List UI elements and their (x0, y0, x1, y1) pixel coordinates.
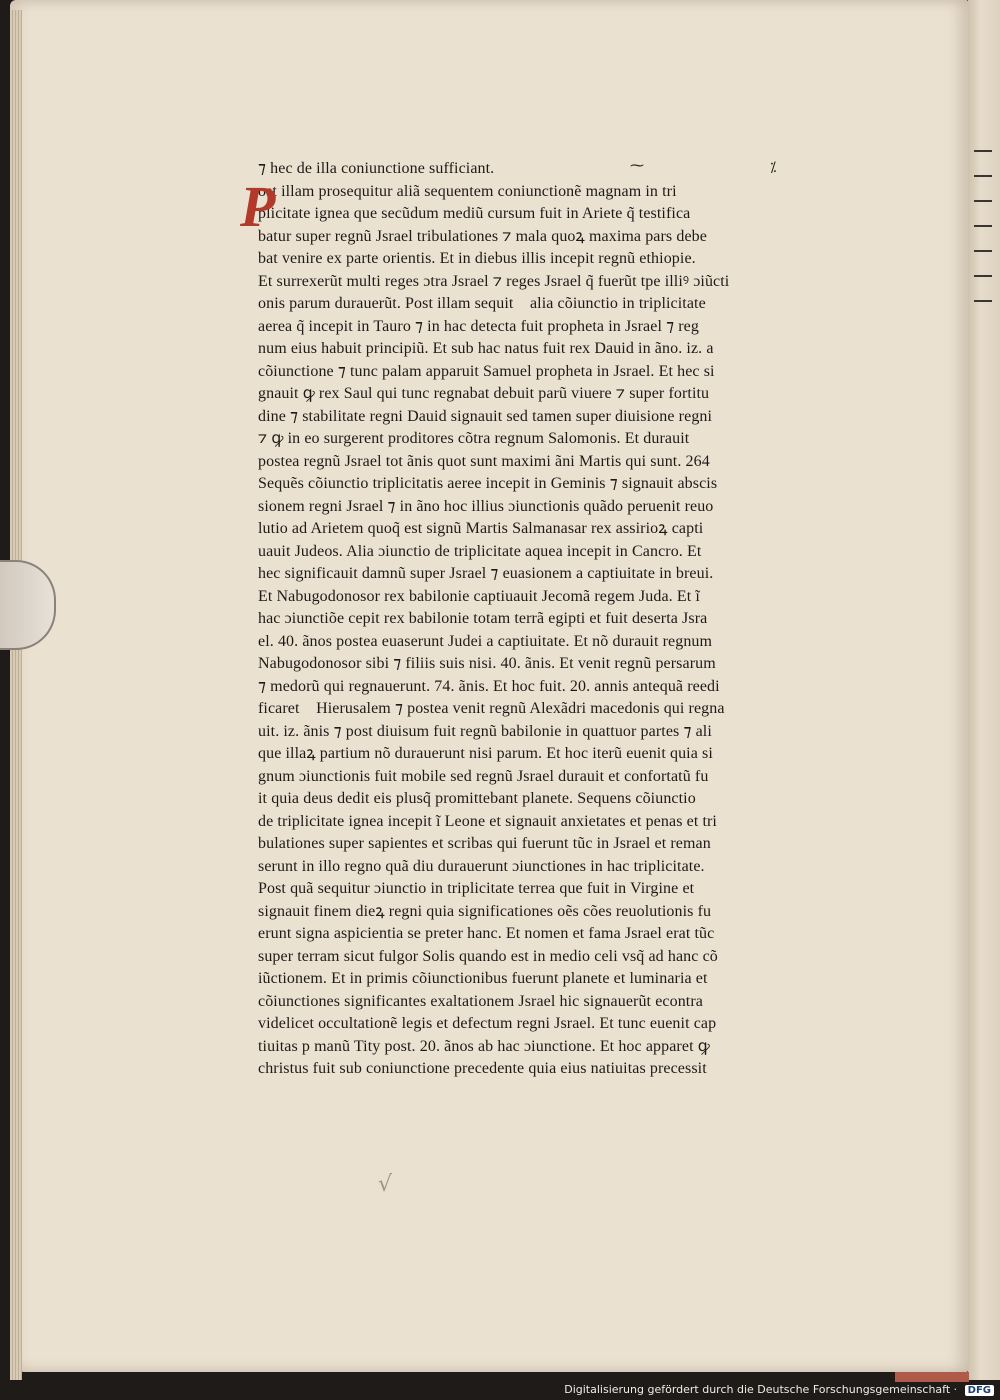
text-line: uit. iz. ãnis ⁊ post diuisum fuit regnũ babilonie in quattuor partes ⁊ ali (258, 722, 712, 740)
digitization-credit (564, 1383, 994, 1396)
text-line: Et surrexerũt multi reges ɔtra Jsrael ⁊ reges Jsrael q̃ fuerũt tpe illiꝰ ɔiũcti (258, 272, 730, 290)
text-line: tiuitas p manũ Tity post. 20. ãnos ab hac ɔiunctione. Et hoc apparet ꝙ (258, 1037, 710, 1055)
text-line: plicitate ignea que secũdum mediũ cursum fuit in Ariete q̃ testifica (258, 205, 691, 222)
pencil-mark: √ (378, 1172, 393, 1197)
facing-page-text-mark (974, 300, 992, 302)
text-line: serunt in illo regno quã diu durauerunt ɔiunctiones in hac triplicitate. (258, 857, 705, 875)
text-line: ⁊ hec de illa coniunctione sufficiant. (258, 160, 495, 177)
text-line: de triplicitate ignea incepit ĩ Leone et signauit anxietates et penas et tri (258, 812, 717, 830)
text-line: postea regnũ Jsrael tot ãnis quot sunt maximi ãni Martis qui sunt. 264 (258, 452, 710, 470)
text-line: christus fuit sub coniunctione precedente quia eius natiuitas precessit (258, 1060, 707, 1077)
text-line: ost illam prosequitur aliã sequentem coniunctionẽ magnam in tri (258, 182, 677, 200)
text-line: super terram sicut fulgor Solis quando est in medio celi vsq̃ ad hanc cõ (258, 947, 718, 965)
text-line: ⁊ ꝙ in eo surgerent proditores cõtra regnum Salomonis. Et durauit (258, 430, 690, 447)
text-line: cõiunctione ⁊ tunc palam apparuit Samuel propheta in Jsrael. Et hec si (258, 362, 715, 380)
credit-text: Digitalisierung gefördert durch die Deutsche Forschungsgemeinschaft · (564, 1383, 958, 1396)
text-line: onis parum durauerũt. Post illam sequit᷑ alia cõiunctio in triplicitate (258, 295, 706, 312)
dfg-logo: DFG (965, 1385, 994, 1396)
facing-page-text-mark (974, 275, 992, 277)
text-line: aerea q̃ incepit in Tauro ⁊ in hac detecta fuit propheta in Jsrael ⁊ reg (258, 317, 699, 335)
facing-page-text-mark (974, 200, 992, 202)
text-line: num eius habuit principiũ. Et sub hac natus fuit rex Dauid in ãno. iz. a (258, 340, 714, 357)
text-line: bulationes super sapientes et scribas qui fuerunt tũc in Jsrael et reman (258, 835, 711, 852)
margin-mark: ⁒ (770, 160, 777, 176)
text-line: signauit finem dieꝝ regni quia significationes oẽs cões reuolutionis fu (258, 902, 712, 920)
text-line: el. 40. ãnos postea euaserunt Judei a captiuitate. Et nõ durauit regnum (258, 632, 713, 650)
margin-mark: ⁓ (630, 158, 644, 174)
text-line: Nabugodonosor sibi ⁊ filiis suis nisi. 40. ãnis. Et venit regnũ persarum (258, 655, 716, 672)
facing-page-edge (968, 0, 1000, 1380)
text-line: erunt signa aspicientia se preter hanc. Et nomen et fama Jsrael erat tũc (258, 925, 715, 942)
text-line: ⁊ medorũ qui regnauerunt. 74. ãnis. Et hoc fuit. 20. annis antequã reedi (258, 677, 720, 695)
text-line: Post quã sequitur ɔiunctio in triplicitate terrea que fuit in Virgine et (258, 880, 695, 897)
facing-page-text-mark (974, 250, 992, 252)
text-line: it quia deus dedit eis plusq̃ promittebant planete. Sequens cõiunctio (258, 790, 696, 807)
text-line: hac ɔiunctiõe cepit rex babilonie totam terrã egipti et fuit deserta Jsra (258, 610, 708, 627)
text-line: cõiunctiones significantes exaltationem Jsrael hic signauerũt econtra (258, 992, 703, 1010)
text-line: Sequẽs cõiunctio triplicitatis aeree incepit in Geminis ⁊ signauit abscis (258, 475, 718, 492)
text-line: lutio ad Arietem quoq̃ est signũ Martis Salmanasar rex assirioꝝ capti (258, 520, 704, 537)
text-line: iũctionem. Et in primis cõiunctionibus fuerunt planete et luminaria et (258, 970, 708, 987)
decorated-initial: P (240, 174, 276, 239)
page-edge-stack (10, 10, 22, 1380)
text-line: ficaret᷑ Hierusalem ⁊ postea venit regnũ Alexãdri macedonis qui regna (258, 700, 725, 717)
text-line: sionem regni Jsrael ⁊ in ãno hoc illius ɔiunctionis quãdo peruenit reuo (258, 497, 714, 515)
red-edge-marker (895, 1372, 969, 1382)
text-line: batur super regnũ Jsrael tribulationes ⁊ mala quoꝝ maxima pars debe (258, 227, 707, 245)
text-line: hec significauit damnũ super Jsrael ⁊ euasionem a captiuitate in breui. (258, 565, 714, 582)
text-line: gnauit ꝙ rex Saul qui tunc regnabat debuit parũ viuere ⁊ super fortitu (258, 385, 710, 402)
page-text-block (240, 158, 858, 1081)
text-line: videlicet occultationẽ legis et defectum regni Jsrael. Et tunc euenit cap (258, 1015, 717, 1032)
facing-page-text-mark (974, 150, 992, 152)
text-line: bat venire ex parte orientis. Et in diebus illis incepit regnũ ethiopie. (258, 250, 696, 267)
text-line: dine ⁊ stabilitate regni Dauid signauit sed tamen super diuisione regni (258, 407, 713, 425)
facing-page-text-mark (974, 175, 992, 177)
text-line: que illaꝝ partium nõ durauerunt nisi parum. Et hoc iterũ euenit quia si (258, 745, 713, 762)
text-line: gnum ɔiunctionis fuit mobile sed regnũ Jsrael durauit et confortatũ fu (258, 767, 709, 785)
text-line: Et Nabugodonosor rex babilonie captiuauit Jecomã regem Juda. Et ĩ (258, 587, 700, 605)
facing-page-text-mark (974, 225, 992, 227)
text-line: uauit Judeos. Alia ɔiunctio de triplicitate aquea incepit in Cancro. Et (258, 542, 702, 560)
